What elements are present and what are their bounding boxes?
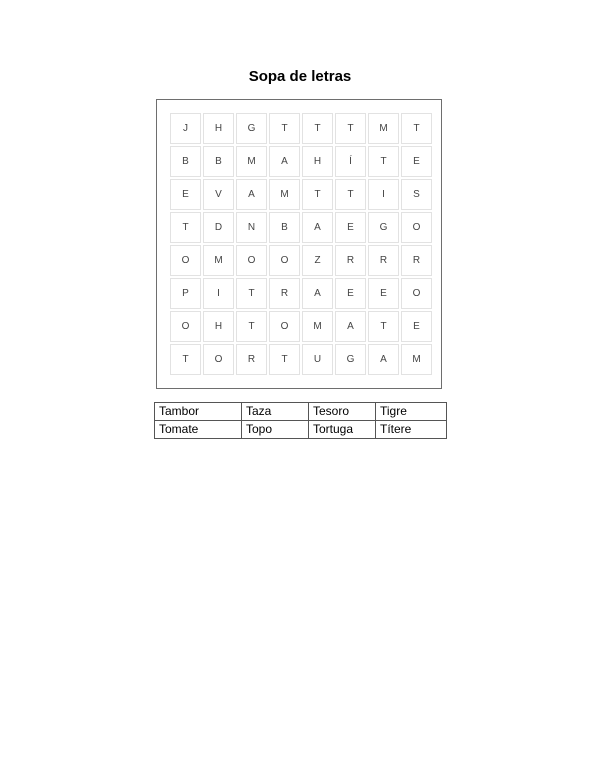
grid-cell: R xyxy=(368,245,399,276)
grid-cell: E xyxy=(368,278,399,309)
grid-cell: B xyxy=(269,212,300,243)
grid-cell: Z xyxy=(302,245,333,276)
word-list-table xyxy=(154,402,447,439)
grid-cell: P xyxy=(170,278,201,309)
word-row xyxy=(155,421,447,439)
grid-cell: A xyxy=(335,311,366,342)
grid-cell: R xyxy=(401,245,432,276)
grid-cell: E xyxy=(335,278,366,309)
word-cell: Tesoro xyxy=(309,403,376,421)
word-cell: Tomate xyxy=(155,421,242,439)
grid-cell: A xyxy=(236,179,267,210)
grid-cell: O xyxy=(401,212,432,243)
grid-cell: T xyxy=(368,311,399,342)
grid-cell: T xyxy=(269,344,300,375)
grid-cell: D xyxy=(203,212,234,243)
grid-cell: U xyxy=(302,344,333,375)
word-search-grid xyxy=(170,113,432,375)
grid-cell: T xyxy=(302,179,333,210)
grid-cell: T xyxy=(236,311,267,342)
grid-cell: T xyxy=(170,344,201,375)
grid-cell: V xyxy=(203,179,234,210)
grid-cell: O xyxy=(269,311,300,342)
grid-cell: O xyxy=(236,245,267,276)
grid-cell: O xyxy=(170,311,201,342)
grid-cell: T xyxy=(335,179,366,210)
grid-cell: T xyxy=(368,146,399,177)
word-cell: Tigre xyxy=(376,403,447,421)
grid-cell: M xyxy=(269,179,300,210)
grid-cell: T xyxy=(335,113,366,144)
grid-cell: H xyxy=(302,146,333,177)
grid-cell: N xyxy=(236,212,267,243)
grid-cell: G xyxy=(368,212,399,243)
grid-cell: M xyxy=(368,113,399,144)
word-cell: Tortuga xyxy=(309,421,376,439)
grid-cell: E xyxy=(335,212,366,243)
grid-cell: R xyxy=(236,344,267,375)
grid-cell: M xyxy=(236,146,267,177)
grid-cell: O xyxy=(170,245,201,276)
grid-cell: H xyxy=(203,113,234,144)
grid-cell: M xyxy=(302,311,333,342)
grid-cell: T xyxy=(401,113,432,144)
grid-cell: E xyxy=(170,179,201,210)
word-cell: Topo xyxy=(242,421,309,439)
grid-cell: A xyxy=(302,212,333,243)
page-title: Sopa de letras xyxy=(248,68,352,85)
grid-cell: G xyxy=(335,344,366,375)
grid-cell: B xyxy=(170,146,201,177)
grid-cell: G xyxy=(236,113,267,144)
grid-cell: I xyxy=(368,179,399,210)
grid-cell: S xyxy=(401,179,432,210)
grid-cell: E xyxy=(401,311,432,342)
word-cell: Títere xyxy=(376,421,447,439)
grid-cell: A xyxy=(302,278,333,309)
grid-cell: R xyxy=(269,278,300,309)
word-row xyxy=(155,403,447,421)
word-cell: Taza xyxy=(242,403,309,421)
grid-cell: A xyxy=(269,146,300,177)
grid-cell: I xyxy=(203,278,234,309)
word-cell: Tambor xyxy=(155,403,242,421)
grid-cell: O xyxy=(269,245,300,276)
grid-cell: H xyxy=(203,311,234,342)
grid-cell: R xyxy=(335,245,366,276)
grid-cell: Í xyxy=(335,146,366,177)
grid-cell: J xyxy=(170,113,201,144)
grid-cell: T xyxy=(269,113,300,144)
grid-cell: O xyxy=(203,344,234,375)
grid-cell: A xyxy=(368,344,399,375)
grid-cell: O xyxy=(401,278,432,309)
grid-cell: T xyxy=(302,113,333,144)
grid-cell: E xyxy=(401,146,432,177)
grid-cell: T xyxy=(236,278,267,309)
grid-cell: M xyxy=(203,245,234,276)
grid-cell: B xyxy=(203,146,234,177)
grid-cell: T xyxy=(170,212,201,243)
grid-cell: M xyxy=(401,344,432,375)
